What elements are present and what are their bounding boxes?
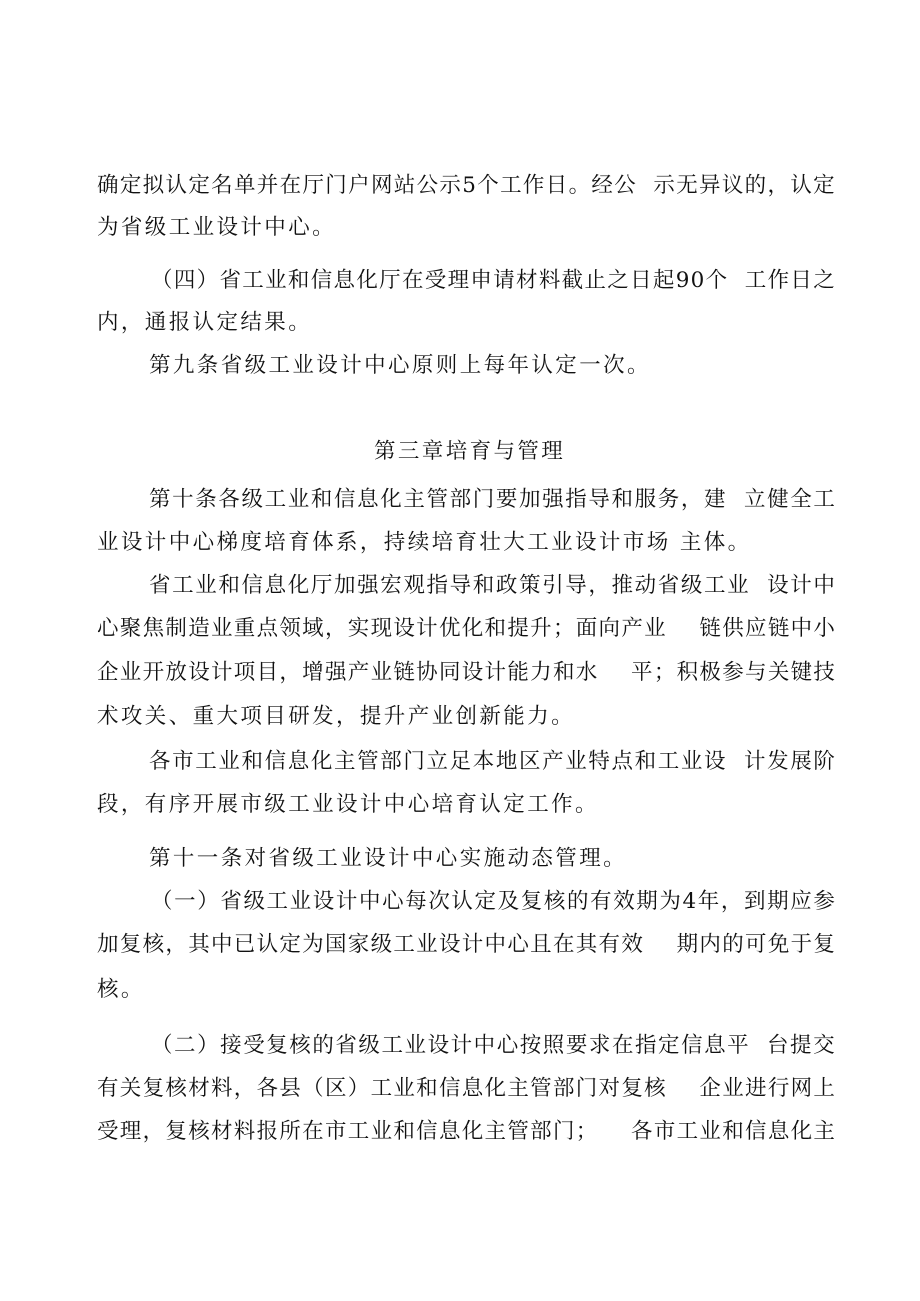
paragraph-p1-line-2: 为省级工业设计中心。	[97, 215, 337, 240]
paragraph-p4-line-2: 业设计中心梯度培育体系，持续培育壮大工业设计市场 主体。	[97, 530, 752, 555]
paragraph-p8-line-1: （ 一 ） 省 级 工 业 设 计 中 心 每 次 认 定 及 复 核 的 有 效 期 为 4 年 ， 到 期 应 参	[151, 889, 835, 914]
chapter-heading: 第三章培育与管理	[374, 439, 566, 464]
paragraph-p5-line-3: 企 业 开 放 设 计 项 目 ， 增 强 产 业 链 协 同 设 计 能 力 和 水 平 ； 积 极 参 与 关 键 技	[97, 660, 835, 685]
paragraph-p1-line-1: 确 定 拟 认 定 名 单 并 在 厅 门 户 网 站 公 示 5 个 工 作 日 。 经 公 示 无 异 议 的 ， 认 定	[97, 173, 835, 198]
paragraph-p7-line-1: 第十一条对省级工业设计中心实施动态管理。	[149, 846, 628, 871]
paragraph-p6-line-2: 段，有序开展市级工业设计中心培育认定工作。	[97, 792, 599, 817]
paragraph-p9-line-3: 受 理 ， 复 核 材 料 报 所 在 市 工 业 和 信 息 化 主 管 部 门 ； 各 市 工 业 和 信 息 化 主	[97, 1119, 835, 1144]
paragraph-p9-line-2: 有 关 复 核 材 料 ， 各 县 （ 区 ） 工 业 和 信 息 化 主 管 部 门 对 复 核 企 业 进 行 网 上	[97, 1076, 835, 1101]
paragraph-p5-line-2: 心 聚 焦 制 造 业 重 点 领 域 ， 实 现 设 计 优 化 和 提 升 ； 面 向 产 业 链 供 应 链 中 小	[97, 616, 835, 641]
paragraph-p4-line-1: 第 十 条 各 级 工 业 和 信 息 化 主 管 部 门 要 加 强 指 导 和 服 务 ， 建 立 健 全 工	[149, 487, 835, 512]
paragraph-p2-line-2: 内，通报认定结果。	[97, 310, 313, 335]
paragraph-p5-line-1: 省 工 业 和 信 息 化 厅 加 强 宏 观 指 导 和 政 策 引 导 ， 推 动 省 级 工 业 设 计 中	[149, 573, 835, 598]
paragraph-p6-line-1: 各 市 工 业 和 信 息 化 主 管 部 门 立 足 本 地 区 产 业 特 点 和 工 业 设 计 发 展 阶	[149, 749, 835, 774]
paragraph-p9-line-1: （ 二 ） 接 受 复 核 的 省 级 工 业 设 计 中 心 按 照 要 求 在 指 定 信 息 平 台 提 交	[151, 1033, 835, 1058]
paragraph-p3-line-1: 第九条省级工业设计中心原则上每年认定一次。	[149, 353, 651, 378]
paragraph-p5-line-4: 术攻关、重大项目研发，提升产业创新能力。	[97, 704, 576, 729]
paragraph-p2-line-1: （ 四 ） 省 工 业 和 信 息 化 厅 在 受 理 申 请 材 料 截 止 之 日 起 9 0 个 工 作 日 之	[151, 268, 835, 293]
paragraph-p8-line-3: 核。	[97, 977, 145, 1002]
paragraph-p8-line-2: 加 复 核 ， 其 中 已 认 定 为 国 家 级 工 业 设 计 中 心 且 在 其 有 效 期 内 的 可 免 于 复	[97, 932, 835, 957]
